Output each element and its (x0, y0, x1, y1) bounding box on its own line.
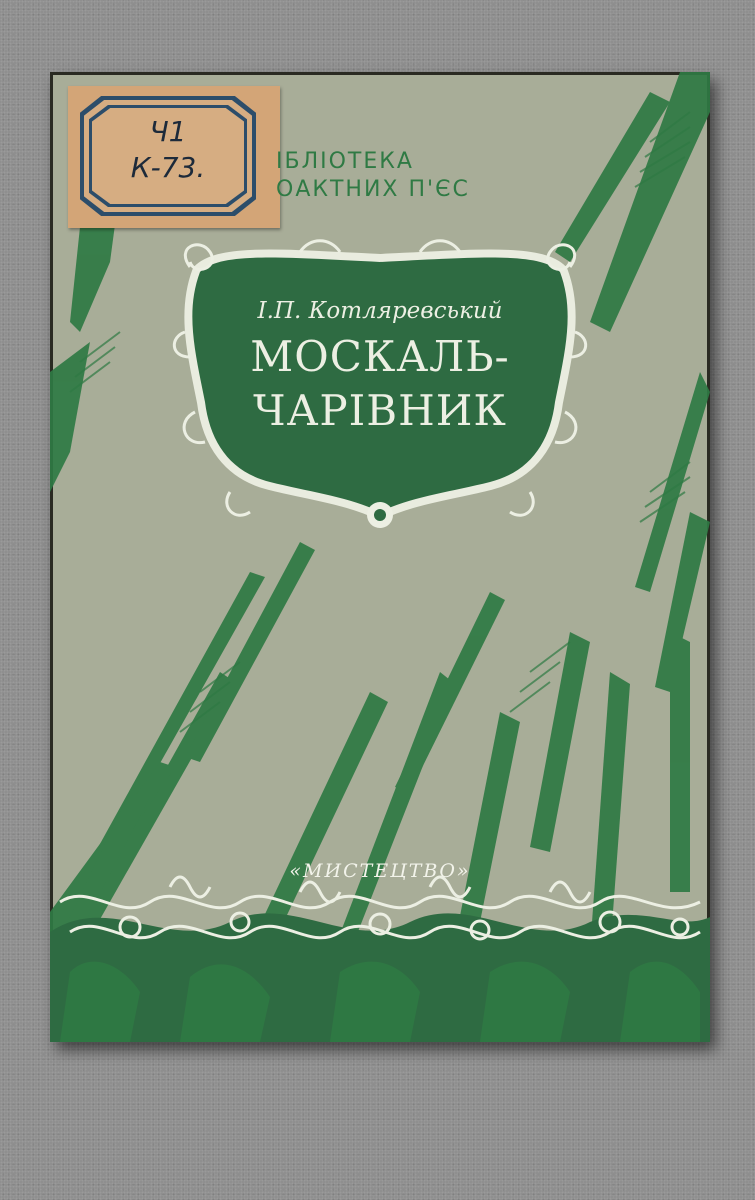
series-line2: ОАКТНИХ П'ЄС (276, 177, 470, 202)
series-title (276, 148, 516, 204)
book-title (210, 330, 550, 438)
shelf-mark-line1: Ч1 (149, 115, 187, 148)
publisher-name: «МИСТЕЦТВО» (289, 860, 471, 882)
title-line2: ЧАРІВНИК (253, 386, 507, 435)
shelf-mark (92, 114, 244, 186)
library-label (68, 86, 280, 228)
author-name: І.П. Котляревський (257, 298, 503, 324)
book-cover (50, 72, 710, 1042)
title-line1: МОСКАЛЬ- (250, 332, 510, 381)
series-line1: ІБЛІОТЕКА (276, 149, 414, 174)
shelf-mark-line2: К-73. (130, 151, 206, 184)
